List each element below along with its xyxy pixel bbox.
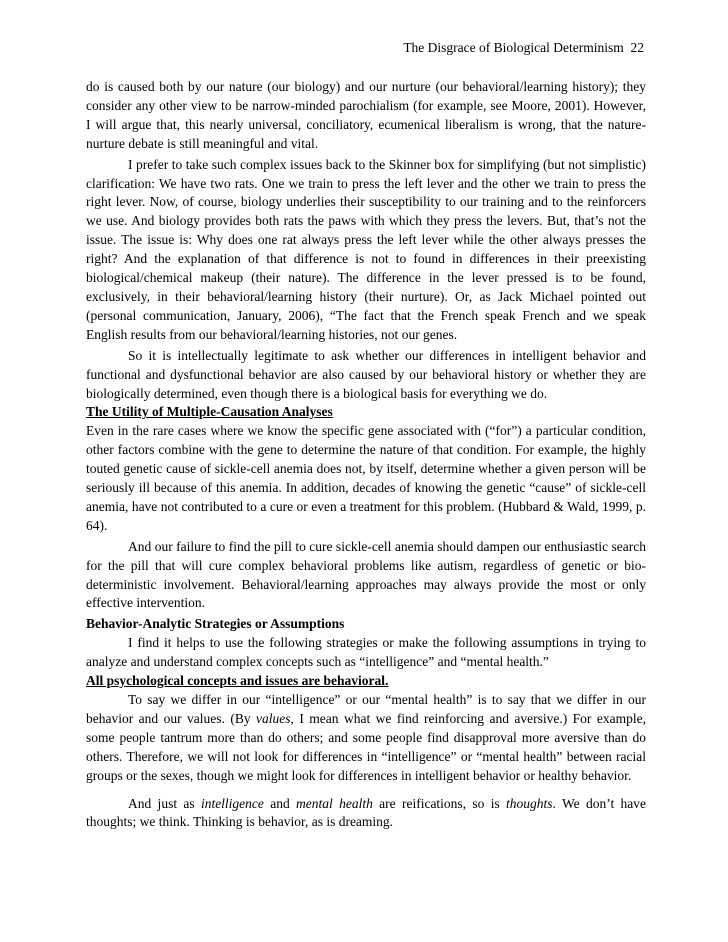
paragraph-7-emphasis-2: mental health bbox=[296, 795, 373, 811]
running-title: The Disgrace of Biological Determinism bbox=[403, 40, 624, 55]
section-heading-strategies: Behavior-Analytic Strategies or Assumptions bbox=[86, 616, 345, 632]
paragraph-7-text-d: . We don’t have thoughts; we think. Thinking is behavior, as is dreaming. bbox=[86, 795, 646, 830]
body-text bbox=[86, 78, 646, 832]
paragraph-7-text-a: And just as bbox=[128, 795, 201, 811]
paragraph-6-emphasis: values bbox=[256, 710, 291, 726]
paragraph-3: So it is intellectually legitimate to ask whether our differences in intelligent behavior and functional and dysfunctional behavior are also caused by our behavioral history or whether they are biologically determined, even though there is a biological basis for everything we do. bbox=[86, 347, 646, 401]
block-quote: Even in the rare cases where we know the specific gene associated with (“for”) a particular condition, other factors combine with the gene to determine the nature of that condition. For example, the highly touted genetic cause of sickle-cell anemia does not, by itself, determine whether a given person will be seriously ill because of this anemia. In addition, decades of knowing the genetic “cause” of sickle-cell anemia, have not contributed to a cure or even a treatment for this problem. (Hubbard & Wald, 1999, p. 64). bbox=[86, 423, 646, 533]
section-heading-utility: The Utility of Multiple-Causation Analyses bbox=[86, 404, 333, 420]
paragraph-6-text-a: To say we differ in our “intelligence” or our “mental health” is to say that we differ in our behavior and our values. (By bbox=[86, 692, 646, 726]
running-head bbox=[403, 40, 644, 56]
paragraph-6-text-b: , I mean what we find reinforcing and aversive.) For example, some people tantrum more than do others; and some people find disapproval more aversive than do others. Therefore, we will not look for differences in “intelligence” or “mental health” between racial groups or the sexes, though we might look for differences in intelligent behavior or healthy behavior. bbox=[86, 710, 646, 783]
subheading-behavioral: All psychological concepts and issues are behavioral. bbox=[86, 673, 389, 689]
paragraph-2: I prefer to take such complex issues back to the Skinner box for simplifying (but not simplistic) clarification: We have two rats. One we train to press the left lever and the other we train to press the right lever. Now, of course, biology underlies their susceptibility to our training and to the reinforcers we use. And biology provides both rats the paws with which they press the levers. But, that’s not the issue. The issue is: Why does one rat always press the left lever while the other always presses the right? And the explanation of that difference is not to found in differences in their preexisting biological/chemical makeup (their nature). The difference in the lever pressed is to be found, exclusively, in their behavioral/learning history (their nurture). Or, as Jack Michael pointed out (personal communication, January, 2006), “The fact that the French speak French and we speak English results from our behavioral/learning histories, not our genes. bbox=[86, 156, 646, 342]
paragraph-1: do is caused both by our nature (our biology) and our nurture (our behavioral/learning history); they consider any other view to be narrow-minded parochialism (for example, see Moore, 2001). However, I will argue that, this nearly universal, conciliatory, ecumenical liberalism is wrong, that the nature-nurture debate is still meaningful and vital. bbox=[86, 79, 646, 151]
paragraph-6 bbox=[86, 691, 646, 786]
paragraph-7-emphasis-3: thoughts bbox=[506, 795, 553, 811]
paragraph-7-text-c: are reifications, so is bbox=[372, 795, 507, 811]
paragraph-7-emphasis-1: intelligence bbox=[200, 795, 264, 811]
paragraph-5: I find it helps to use the following strategies or make the following assumptions in trying to analyze and understand complex concepts such as “intelligence” and “mental health.” bbox=[86, 635, 646, 670]
paragraph-4: And our failure to find the pill to cure sickle-cell anemia should dampen our enthusiastic search for the pill that will cure complex behavioral problems like autism, regardless of genetic or bio-deterministic involvement. Behavioral/learning approaches may always provide the most or only effective intervention. bbox=[86, 538, 646, 611]
paragraph-7 bbox=[86, 795, 646, 833]
page-number: 22 bbox=[630, 40, 644, 55]
paragraph-7-text-b: and bbox=[263, 795, 297, 811]
